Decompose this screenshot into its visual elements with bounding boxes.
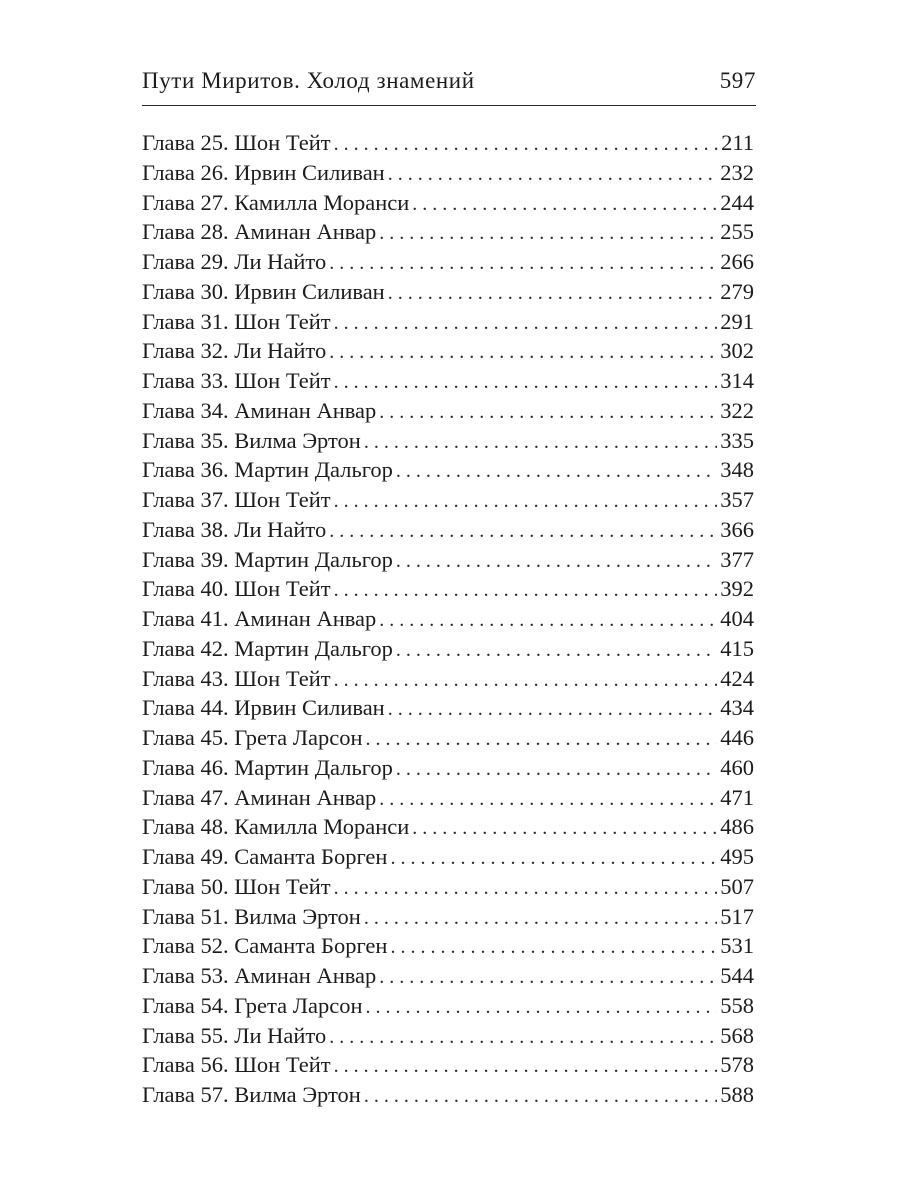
dot-leader: [388, 695, 718, 725]
toc-entry-title: Глава 53. Аминан Анвар: [142, 963, 377, 988]
running-head: [142, 68, 756, 100]
dot-leader: [334, 576, 718, 606]
toc-entry-page: 517: [720, 903, 754, 929]
toc-entry-title: Глава 45. Грета Ларсон: [142, 725, 363, 750]
toc-entry-title: Глава 56. Шон Тейт: [142, 1052, 331, 1078]
dot-leader: [334, 666, 718, 696]
toc-entry-title: Глава 38. Ли Найто: [142, 516, 327, 542]
toc-entry-page: 588: [720, 1082, 754, 1107]
dot-leader: [396, 547, 717, 577]
toc-entry-title: Глава 31. Шон Тейт: [142, 308, 331, 334]
toc-entry-title: Глава 32. Ли Найто: [142, 338, 327, 364]
toc-entry-title: Глава 42. Мартин Дальгор: [142, 635, 393, 661]
dot-leader: [388, 160, 718, 190]
toc-entry-title: Глава 46. Мартин Дальгор: [142, 754, 393, 780]
header-rule: [142, 105, 756, 106]
dot-leader: [390, 844, 717, 874]
toc-entry-title: Глава 34. Аминан Анвар: [142, 397, 377, 423]
toc-entry: [142, 247, 754, 277]
toc-entry: [142, 991, 754, 1021]
toc-entry: [142, 515, 754, 545]
toc-entry: [142, 842, 754, 872]
toc-entry-title: Глава 55. Ли Найто: [142, 1022, 327, 1048]
toc-entry-title: Глава 40. Шон Тейт: [142, 576, 331, 602]
dot-leader: [334, 368, 718, 398]
dot-leader: [379, 606, 717, 636]
toc-entry: [142, 455, 754, 485]
toc-entry-page: 531: [720, 933, 754, 959]
toc-entry-page: 366: [720, 516, 754, 542]
toc-entry: [142, 574, 754, 604]
toc-entry: [142, 961, 754, 991]
dot-leader: [334, 130, 718, 160]
toc-entry-page: 544: [720, 963, 754, 988]
toc-entry-title: Глава 28. Аминан Анвар: [142, 219, 377, 245]
toc-entry: [142, 1080, 754, 1110]
dot-leader: [379, 398, 717, 428]
dot-leader: [329, 517, 717, 547]
dot-leader: [334, 487, 718, 517]
toc-entry-page: 211: [721, 130, 754, 155]
toc-entry-page: 415: [720, 635, 754, 661]
toc-entry: [142, 723, 754, 753]
toc-entry: [142, 812, 754, 842]
toc-entry-page: 446: [720, 725, 754, 750]
toc-entry-title: Глава 52. Саманта Борген: [142, 933, 388, 959]
dot-leader: [412, 190, 717, 220]
toc-entry: [142, 664, 754, 694]
toc-entry-page: 302: [720, 338, 754, 364]
toc-entry: [142, 485, 754, 515]
toc-entry: [142, 128, 754, 158]
toc-entry-page: 424: [720, 665, 754, 691]
dot-leader: [364, 904, 717, 934]
dot-leader: [379, 219, 717, 249]
toc-entry-title: Глава 48. Камилла Моранси: [142, 814, 410, 840]
toc-entry-title: Глава 44. Ирвин Силиван: [142, 695, 385, 721]
toc-entry: [142, 336, 754, 366]
toc-entry-page: 255: [720, 219, 754, 245]
toc-entry-page: 266: [720, 249, 754, 274]
dot-leader: [334, 1052, 718, 1082]
toc-entry-page: 507: [720, 873, 754, 899]
toc-entry-page: 578: [720, 1052, 754, 1078]
toc-entry: [142, 426, 754, 456]
dot-leader: [379, 963, 717, 993]
toc-entry-title: Глава 51. Вилма Эртон: [142, 903, 361, 929]
toc-entry-page: 322: [720, 397, 754, 423]
dot-leader: [364, 428, 717, 458]
toc-entry: [142, 634, 754, 664]
dot-leader: [329, 249, 717, 279]
dot-leader: [388, 279, 718, 309]
toc-entry: [142, 396, 754, 426]
toc-entry-page: 404: [720, 606, 754, 631]
dot-leader: [396, 636, 717, 666]
toc-entry-page: 348: [720, 457, 754, 483]
dot-leader: [396, 755, 717, 785]
toc-entry-page: 377: [720, 546, 754, 572]
toc-entry-page: 568: [720, 1022, 754, 1048]
toc-entry-title: Глава 35. Вилма Эртон: [142, 427, 361, 453]
toc-entry: [142, 604, 754, 634]
toc-entry-title: Глава 26. Ирвин Силиван: [142, 159, 385, 185]
toc-entry: [142, 217, 754, 247]
toc-entry-title: Глава 39. Мартин Дальгор: [142, 546, 393, 572]
toc-entry: [142, 188, 754, 218]
toc-entry-page: 291: [720, 308, 754, 334]
toc-entry: [142, 277, 754, 307]
toc-entry-page: 244: [720, 189, 754, 215]
toc-entry-page: 279: [720, 278, 754, 304]
toc-entry: [142, 693, 754, 723]
dot-leader: [379, 785, 717, 815]
toc-entry: [142, 902, 754, 932]
toc-entry: [142, 783, 754, 813]
toc-entry-title: Глава 43. Шон Тейт: [142, 665, 331, 691]
toc-entry: [142, 158, 754, 188]
dot-leader: [396, 457, 717, 487]
toc-entry-page: 357: [720, 487, 754, 512]
toc-entry: [142, 1050, 754, 1080]
toc-entry: [142, 872, 754, 902]
table-of-contents: [142, 128, 754, 1110]
toc-entry-title: Глава 41. Аминан Анвар: [142, 606, 377, 631]
dot-leader: [329, 338, 717, 368]
toc-entry: [142, 366, 754, 396]
toc-entry-title: Глава 25. Шон Тейт: [142, 130, 331, 155]
dot-leader: [412, 814, 717, 844]
running-title: Пути Миритов. Холод знамений: [142, 68, 475, 93]
toc-entry-title: Глава 50. Шон Тейт: [142, 873, 331, 899]
toc-entry-page: 314: [720, 368, 754, 393]
toc-entry: [142, 1021, 754, 1051]
dot-leader: [334, 874, 718, 904]
toc-entry-title: Глава 27. Камилла Моранси: [142, 189, 410, 215]
toc-entry-title: Глава 33. Шон Тейт: [142, 368, 331, 393]
toc-entry-title: Глава 30. Ирвин Силиван: [142, 278, 385, 304]
dot-leader: [390, 933, 717, 963]
dot-leader: [329, 1023, 717, 1053]
toc-entry-title: Глава 29. Ли Найто: [142, 249, 327, 274]
toc-entry-title: Глава 47. Аминан Анвар: [142, 784, 377, 810]
toc-entry-page: 392: [720, 576, 754, 602]
dot-leader: [364, 1082, 717, 1112]
toc-entry-page: 471: [720, 784, 754, 810]
dot-leader: [334, 309, 718, 339]
dot-leader: [366, 993, 718, 1023]
toc-entry-title: Глава 54. Грета Ларсон: [142, 992, 363, 1018]
toc-entry-title: Глава 37. Шон Тейт: [142, 487, 331, 512]
toc-entry-page: 434: [720, 695, 754, 721]
toc-entry-title: Глава 36. Мартин Дальгор: [142, 457, 393, 483]
toc-entry: [142, 307, 754, 337]
toc-entry-page: 460: [720, 754, 754, 780]
toc-entry: [142, 545, 754, 575]
toc-entry: [142, 753, 754, 783]
dot-leader: [366, 725, 718, 755]
toc-entry-page: 495: [720, 844, 754, 869]
page-number: 597: [719, 68, 756, 93]
toc-entry-page: 335: [720, 427, 754, 453]
toc-entry-page: 486: [720, 814, 754, 840]
toc-entry-title: Глава 57. Вилма Эртон: [142, 1082, 361, 1107]
toc-entry-page: 558: [720, 992, 754, 1018]
toc-entry-page: 232: [720, 159, 754, 185]
toc-entry-title: Глава 49. Саманта Борген: [142, 844, 388, 869]
toc-entry: [142, 931, 754, 961]
